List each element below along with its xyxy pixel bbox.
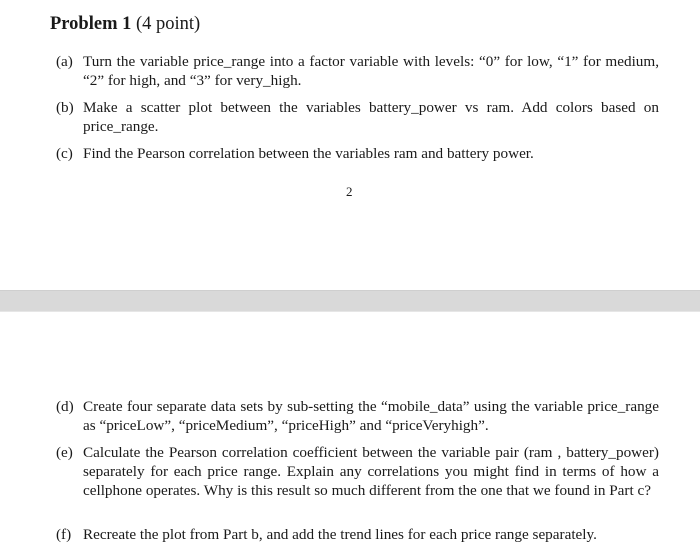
- part-label: (b): [56, 99, 74, 116]
- part-label: (f): [56, 526, 72, 543]
- part-text: Make a scatter plot between the variables battery_power vs ram. Add colors based on price_range.: [83, 99, 659, 135]
- part-text: Create four separate data sets by sub-setting the “mobile_data” using the variable price_range as “priceLow”, “priceMedium”, “priceHigh” and “priceVeryhigh”.: [83, 398, 659, 434]
- part-text: Calculate the Pearson correlation coefficient between the variable pair (ram , battery_power) separately for each price range. Explain any correlations you might find in terms of how a cellphone operates. Why is this result so much different from the one that we found in Part c?: [83, 444, 659, 499]
- page-lower: [0, 312, 700, 560]
- page-number: 2: [346, 184, 353, 199]
- problem-points: (4 point): [135, 14, 201, 34]
- part-text: Find the Pearson correlation between the variables ram and battery power.: [83, 145, 534, 162]
- part-label: (d): [56, 398, 74, 415]
- problem-title: [50, 14, 200, 35]
- part-text: Recreate the plot from Part b, and add the trend lines for each price range separately.: [83, 526, 597, 543]
- part-label: (c): [56, 145, 73, 162]
- part-text: Turn the variable price_range into a factor variable with levels: “0” for low, “1” for medium, “2” for high, and “3” for very_high.: [83, 53, 659, 89]
- part-label: (a): [56, 53, 73, 70]
- problem-title-text: Problem 1: [50, 14, 132, 34]
- part-label: (e): [56, 444, 73, 461]
- page-separator: [0, 290, 700, 312]
